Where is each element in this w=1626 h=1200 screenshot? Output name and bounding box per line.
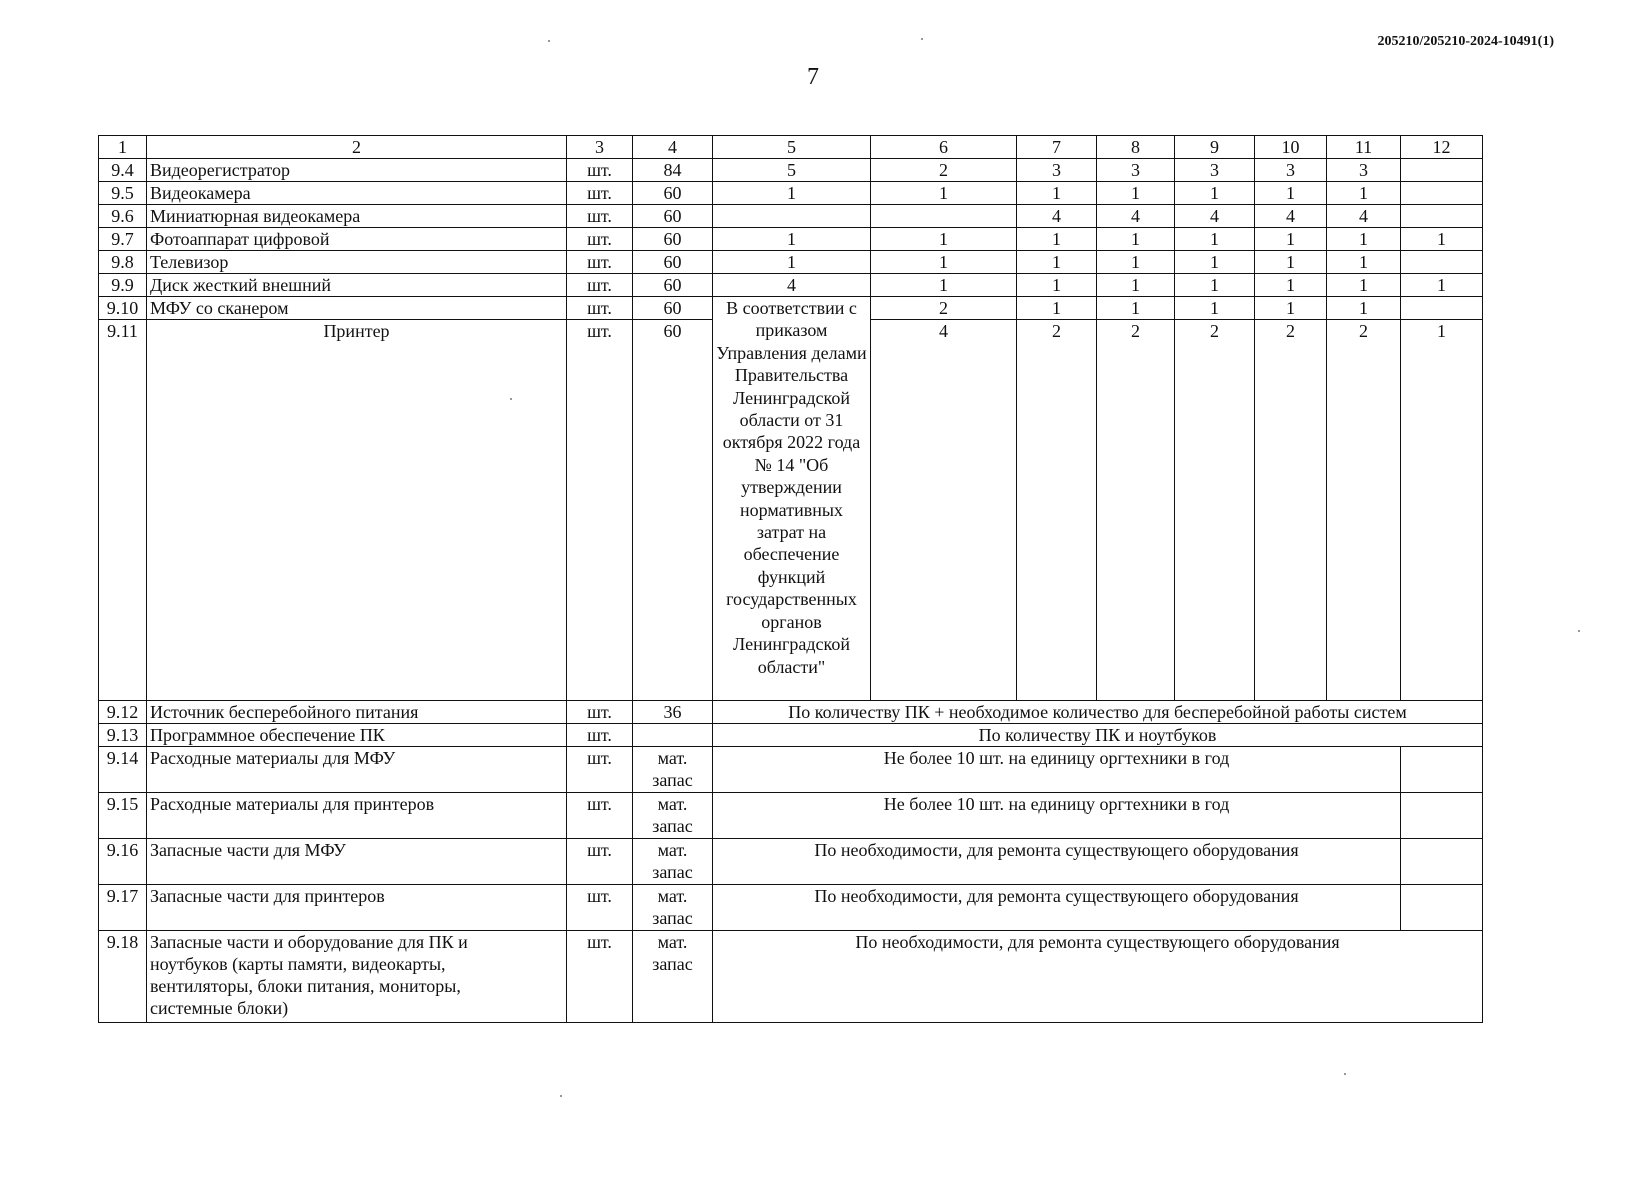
row-number: 9.9 [99,274,147,297]
value-cell: 2 [1175,320,1255,701]
value-cell: 4 [713,274,871,297]
unit-cell: шт. [567,251,633,274]
header-cell: 10 [1255,136,1327,159]
value-cell: 4 [1017,205,1097,228]
value-cell [871,205,1017,228]
unit-cell: шт. [567,747,633,793]
value-cell: 1 [713,182,871,205]
value-cell: 60 [633,251,713,274]
row-number: 9.13 [99,724,147,747]
value-cell: 1 [1327,182,1401,205]
header-cell: 9 [1175,136,1255,159]
header-row [99,136,1483,159]
value-cell: 1 [1175,228,1255,251]
item-name: МФУ со сканером [147,297,567,320]
value-cell [713,205,871,228]
row-number: 9.17 [99,885,147,931]
unit-cell: шт. [567,320,633,701]
value-cell [1401,251,1483,274]
value-cell: 1 [1255,182,1327,205]
row-number: 9.6 [99,205,147,228]
empty-cell [1401,885,1483,931]
table-row [99,228,1483,251]
row-number: 9.5 [99,182,147,205]
value-cell: 1 [1017,251,1097,274]
scan-speck [548,40,550,42]
value-cell: 1 [1255,274,1327,297]
header-cell: 6 [871,136,1017,159]
value-cell: 1 [1401,228,1483,251]
requirements-table [98,135,1483,1023]
row-number: 9.16 [99,839,147,885]
scan-speck [560,1095,562,1097]
table-row [99,274,1483,297]
value-cell: 36 [633,701,713,724]
unit-cell: шт. [567,159,633,182]
scan-speck [510,398,512,400]
value-cell: 2 [1017,320,1097,701]
unit-cell: шт. [567,793,633,839]
value-cell: мат. запас [633,931,713,1023]
value-cell [1401,205,1483,228]
item-name: Диск жесткий внешний [147,274,567,297]
value-cell: 1 [1327,297,1401,320]
header-cell: 12 [1401,136,1483,159]
unit-cell: шт. [567,724,633,747]
table-row [99,297,1483,320]
value-cell: 60 [633,274,713,297]
value-cell: 1 [1017,297,1097,320]
value-cell: мат. запас [633,885,713,931]
page-number: 7 [807,64,819,90]
header-cell: 11 [1327,136,1401,159]
table-row [99,182,1483,205]
row-number: 9.8 [99,251,147,274]
value-cell: 1 [871,228,1017,251]
table-row [99,724,1483,747]
unit-cell: шт. [567,274,633,297]
header-cell: 4 [633,136,713,159]
value-cell: 1 [1401,274,1483,297]
value-cell: мат. запас [633,793,713,839]
item-name: Телевизор [147,251,567,274]
value-cell: 2 [871,159,1017,182]
row-number: 9.18 [99,931,147,1023]
table-row [99,251,1483,274]
value-cell: 1 [1017,274,1097,297]
table-row [99,931,1483,1023]
value-cell: 4 [1175,205,1255,228]
unit-cell: шт. [567,839,633,885]
table-row [99,747,1483,793]
value-cell: 4 [1327,205,1401,228]
value-cell [1401,182,1483,205]
item-name: Видеокамера [147,182,567,205]
merged-note-cell: В соответствии с приказом Управления делами Правительства Ленинградской области от 31 октября 2022 года № 14 "Об утверждении нормативных затрат на обеспечение функций государственных органов Ленинградской области" [713,297,871,701]
value-cell: 3 [1175,159,1255,182]
value-cell: 1 [1255,228,1327,251]
value-cell: 1 [1097,251,1175,274]
item-name: Миниатюрная видеокамера [147,205,567,228]
value-cell: мат. запас [633,747,713,793]
value-cell: 1 [1255,251,1327,274]
empty-cell [1401,747,1483,793]
value-cell: 4 [1097,205,1175,228]
unit-cell: шт. [567,885,633,931]
row-number: 9.10 [99,297,147,320]
item-name: Запасные части и оборудование для ПК и ноутбуков (карты памяти, видеокарты, вентиляторы, блоки питания, мониторы, системные блоки) [147,931,567,1023]
value-cell: 60 [633,320,713,701]
item-name: Запасные части для МФУ [147,839,567,885]
scan-speck [1344,1073,1346,1075]
table-row [99,205,1483,228]
value-cell: 1 [713,228,871,251]
header-cell: 1 [99,136,147,159]
value-cell: 1 [1097,228,1175,251]
value-cell: 1 [1097,274,1175,297]
value-cell [633,724,713,747]
spanned-note: По необходимости, для ремонта существующего оборудования [713,885,1401,931]
value-cell: 5 [713,159,871,182]
unit-cell: шт. [567,297,633,320]
unit-cell: шт. [567,182,633,205]
row-number: 9.7 [99,228,147,251]
value-cell: 1 [1097,182,1175,205]
value-cell: 1 [1327,251,1401,274]
unit-cell: шт. [567,931,633,1023]
value-cell: 1 [1327,274,1401,297]
spanned-note: По необходимости, для ремонта существующего оборудования [713,931,1483,1023]
table-row [99,159,1483,182]
value-cell: 2 [1255,320,1327,701]
row-number: 9.4 [99,159,147,182]
item-name: Источник бесперебойного питания [147,701,567,724]
value-cell [1401,297,1483,320]
value-cell: 1 [871,251,1017,274]
unit-cell: шт. [567,228,633,251]
value-cell: 1 [1175,251,1255,274]
value-cell: 1 [1017,228,1097,251]
value-cell: 3 [1097,159,1175,182]
row-number: 9.12 [99,701,147,724]
table-row [99,839,1483,885]
spanned-note: По необходимости, для ремонта существующего оборудования [713,839,1401,885]
value-cell: 3 [1327,159,1401,182]
header-cell: 8 [1097,136,1175,159]
header-cell: 3 [567,136,633,159]
value-cell: 3 [1017,159,1097,182]
value-cell: мат. запас [633,839,713,885]
item-name: Расходные материалы для принтеров [147,793,567,839]
value-cell: 1 [1175,274,1255,297]
item-name: Принтер [147,320,567,701]
spanned-note: Не более 10 шт. на единицу оргтехники в год [713,793,1401,839]
item-name: Программное обеспечение ПК [147,724,567,747]
value-cell: 1 [1255,297,1327,320]
empty-cell [1401,793,1483,839]
spanned-note: Не более 10 шт. на единицу оргтехники в год [713,747,1401,793]
unit-cell: шт. [567,205,633,228]
row-number: 9.11 [99,320,147,701]
value-cell: 2 [1097,320,1175,701]
value-cell: 2 [871,297,1017,320]
header-cell: 5 [713,136,871,159]
item-name: Запасные части для принтеров [147,885,567,931]
value-cell: 60 [633,228,713,251]
value-cell: 1 [1175,297,1255,320]
value-cell: 3 [1255,159,1327,182]
spanned-note: По количеству ПК + необходимое количество для бесперебойной работы систем [713,701,1483,724]
value-cell: 84 [633,159,713,182]
header-cell: 7 [1017,136,1097,159]
value-cell: 1 [1401,320,1483,701]
value-cell: 1 [871,274,1017,297]
row-number: 9.14 [99,747,147,793]
item-name: Видеорегистратор [147,159,567,182]
value-cell: 4 [871,320,1017,701]
row-number: 9.15 [99,793,147,839]
unit-cell: шт. [567,701,633,724]
table-row [99,701,1483,724]
value-cell: 60 [633,182,713,205]
scan-speck [921,38,923,40]
header-cell: 2 [147,136,567,159]
spanned-note: По количеству ПК и ноутбуков [713,724,1483,747]
scan-speck [1578,630,1580,632]
item-name: Фотоаппарат цифровой [147,228,567,251]
empty-cell [1401,839,1483,885]
value-cell: 1 [871,182,1017,205]
table-row [99,885,1483,931]
value-cell: 4 [1255,205,1327,228]
value-cell: 2 [1327,320,1401,701]
value-cell: 60 [633,297,713,320]
value-cell [1401,159,1483,182]
value-cell: 1 [1017,182,1097,205]
value-cell: 1 [1097,297,1175,320]
item-name: Расходные материалы для МФУ [147,747,567,793]
value-cell: 1 [713,251,871,274]
table-row [99,793,1483,839]
value-cell: 1 [1175,182,1255,205]
value-cell: 60 [633,205,713,228]
document-id: 205210/205210-2024-10491(1) [1377,34,1554,49]
value-cell: 1 [1327,228,1401,251]
